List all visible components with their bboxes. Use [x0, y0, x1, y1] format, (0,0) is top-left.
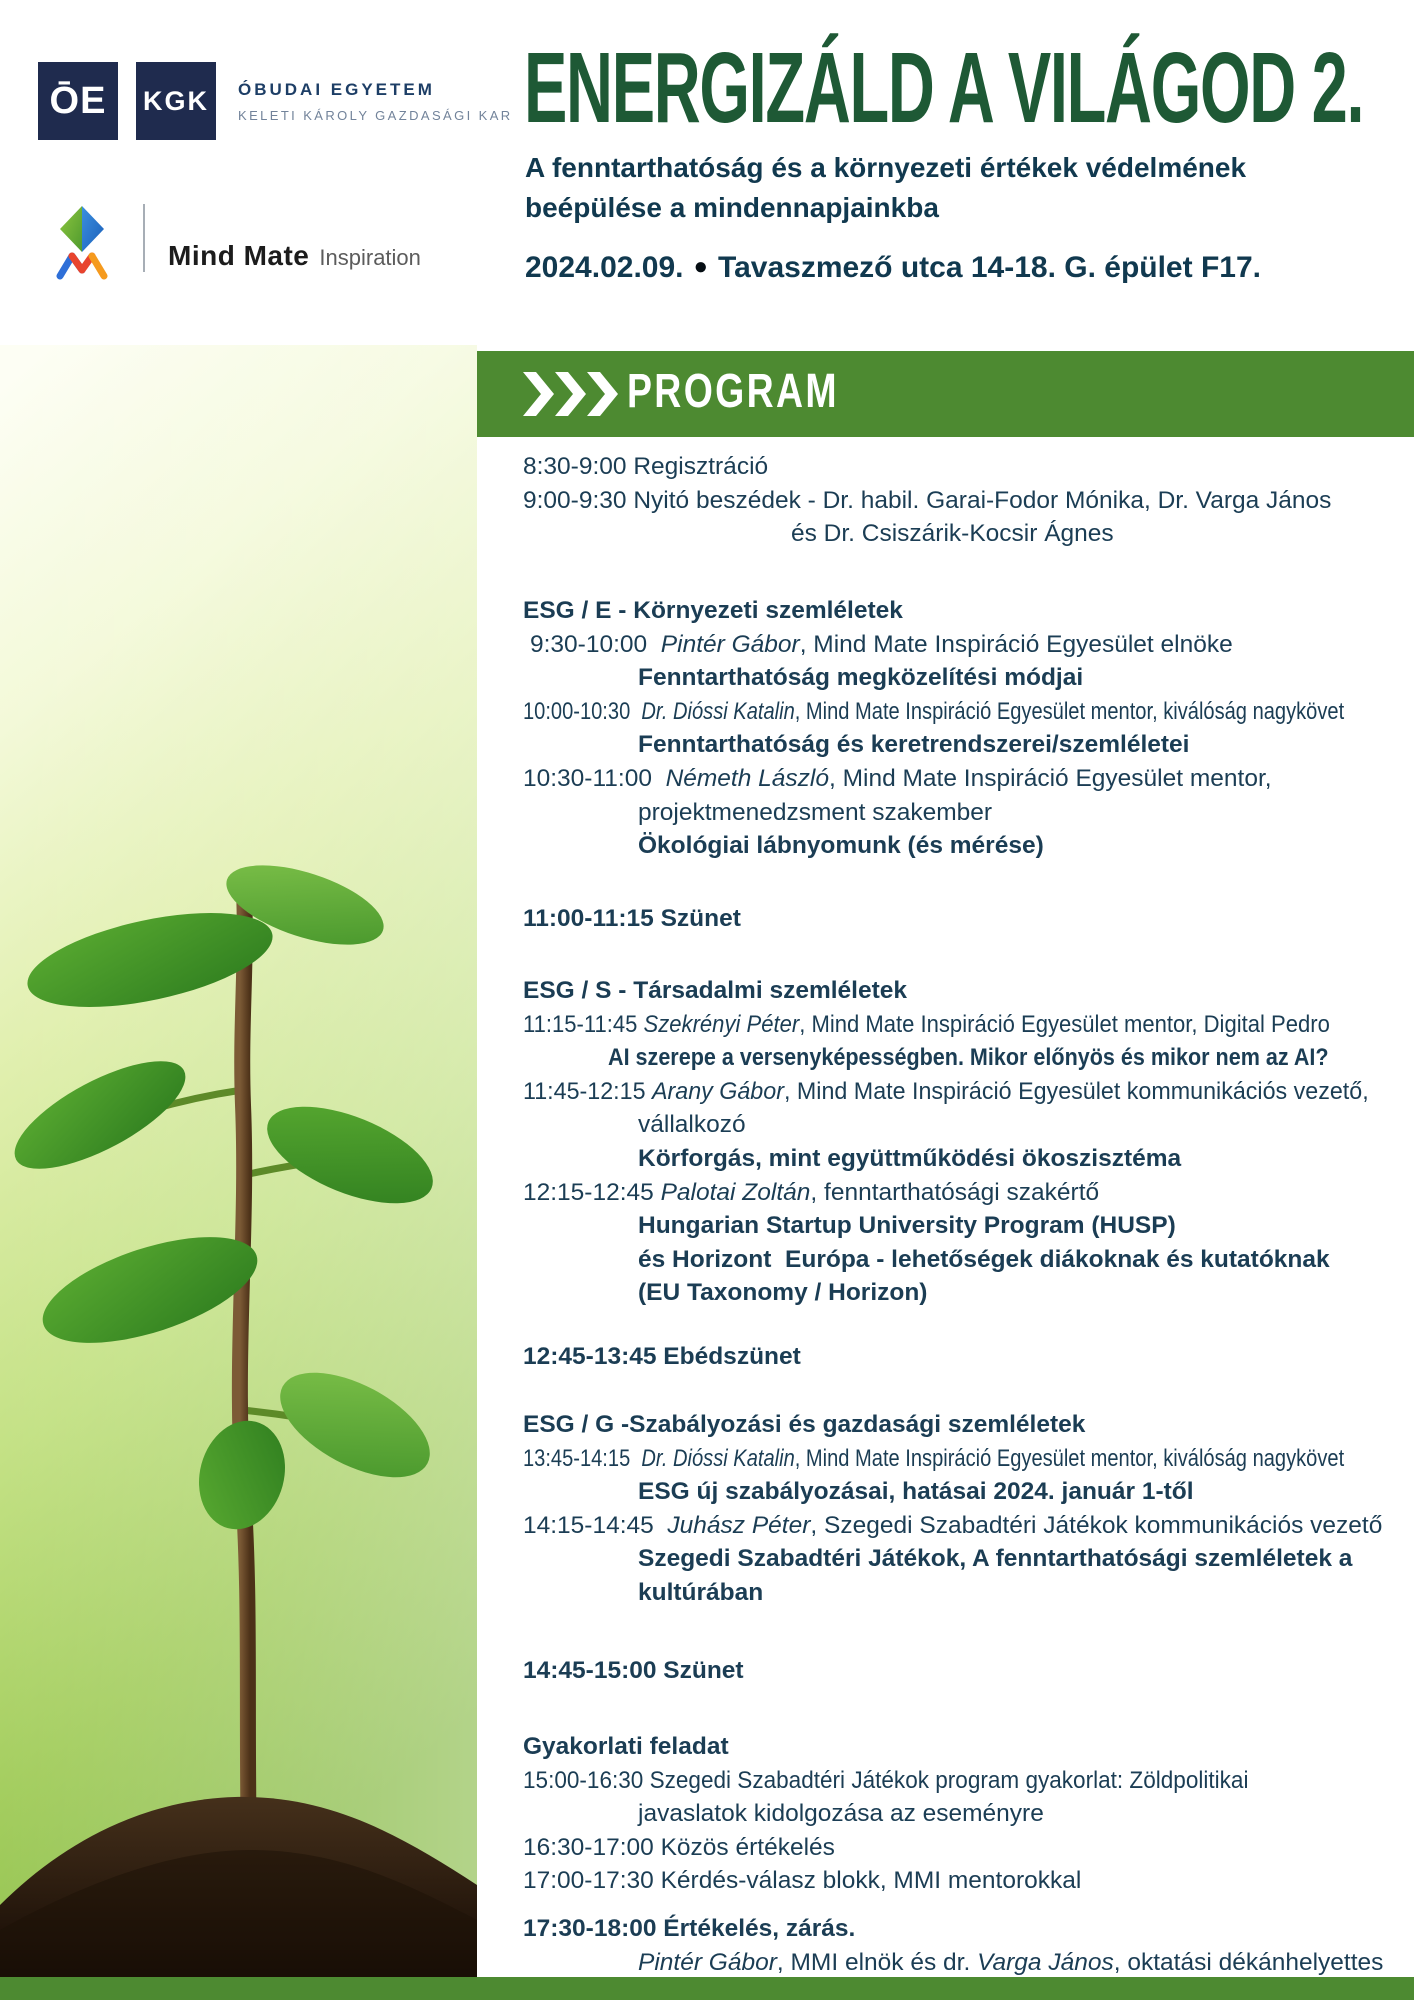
- schedule-text: Ökológiai lábnyomunk (és mérése): [638, 832, 1044, 860]
- program-band: [477, 351, 1414, 437]
- schedule-text: Hungarian Startup University Program (HUSP): [638, 1212, 1176, 1240]
- schedule-text: 12:15-12:45: [523, 1178, 661, 1206]
- schedule-text: Szegedi Szabadtéri Játékok, A fenntarthatósági szemléletek a: [638, 1545, 1353, 1573]
- schedule-text: , Mind Mate Inspiráció Egyesület kommunikációs vezető,: [783, 1077, 1369, 1105]
- schedule-line: [523, 1764, 1414, 1798]
- schedule-text: Fenntarthatóság és keretrendszerei/szemléletei: [638, 731, 1190, 759]
- schedule-text: 10:00-10:30: [523, 697, 642, 725]
- schedule-text: 15:00-16:30 Szegedi Szabadtéri Játékok program gyakorlat: Zöldpolitikai: [523, 1766, 1249, 1794]
- schedule-line: [523, 1142, 1414, 1176]
- schedule-text: ESG / S - Társadalmi szemléletek: [523, 977, 908, 1004]
- schedule-text: 13:45-14:15: [523, 1444, 642, 1472]
- date-location-line: [525, 251, 1261, 285]
- schedule-text: ESG új szabályozásai, hatásai 2024. január 1-től: [638, 1478, 1194, 1506]
- schedule-text: 8:30-9:00 Regisztráció: [523, 453, 769, 480]
- speaker-name: Szekrényi Péter: [643, 1010, 800, 1038]
- schedule-line: [523, 1912, 1414, 1946]
- oe-logo-text: ŌE: [49, 79, 107, 122]
- schedule-text: Körforgás, mint együttműködési ökoszisztéma: [638, 1144, 1182, 1172]
- schedule-text: 11:15-11:45: [523, 1010, 644, 1038]
- schedule-line: [523, 1576, 1414, 1610]
- schedule-line: [523, 1075, 1414, 1109]
- schedule-text: 16:30-17:00 Közös értékelés: [523, 1833, 835, 1861]
- schedule-block: [523, 1730, 1414, 1898]
- schedule-line: [523, 1542, 1414, 1576]
- schedule-text: , oktatási dékánhelyettes: [1113, 1948, 1384, 1976]
- schedule-line: [523, 661, 1414, 695]
- schedule-line: [523, 1008, 1414, 1042]
- schedule-line: [523, 902, 1414, 936]
- schedule-line: [523, 1797, 1414, 1831]
- schedule-block: [523, 1340, 1414, 1374]
- logo-divider: [143, 204, 145, 272]
- speaker-name: Pintér Gábor: [638, 1948, 777, 1976]
- schedule-text: 9:30-10:00: [530, 630, 661, 658]
- schedule-text: 17:30-18:00 Értékelés, zárás.: [523, 1915, 856, 1942]
- schedule-line: [523, 450, 1414, 484]
- schedule-text: Gyakorlati feladat: [523, 1733, 729, 1760]
- schedule-block: [523, 450, 1414, 551]
- schedule-text: 10:30-11:00: [523, 764, 666, 792]
- schedule-line: [523, 1408, 1414, 1442]
- schedule-line: [523, 1654, 1414, 1688]
- speaker-name: Németh László: [665, 764, 829, 792]
- page-title: ENERGIZÁLD A VILÁGOD 2.: [524, 32, 1364, 144]
- schedule-text: Fenntarthatóság megközelítési módjai: [638, 664, 1084, 692]
- schedule-block: [523, 902, 1414, 936]
- university-name: ÓBUDAI EGYETEM: [238, 80, 435, 99]
- schedule-text: (EU Taxonomy / Horizon): [638, 1279, 928, 1307]
- schedule-line: [523, 628, 1414, 662]
- schedule-text: javaslatok kidolgozása az eseményre: [638, 1800, 1044, 1828]
- schedule-text: 14:45-15:00 Szünet: [523, 1657, 744, 1684]
- schedule-line: [523, 1831, 1414, 1865]
- schedule-block: [523, 1408, 1414, 1610]
- schedule-line: [523, 728, 1414, 762]
- mindmate-suffix: Inspiration: [319, 245, 421, 270]
- schedule-text: 12:45-13:45 Ebédszünet: [523, 1343, 801, 1370]
- schedule-text: projektmenedzsment szakember: [638, 798, 993, 826]
- bottom-accent-bar: [0, 1977, 1414, 2000]
- university-text-block: [238, 80, 513, 123]
- faculty-name: KELETI KÁROLY GAZDASÁGI KAR: [238, 108, 513, 123]
- schedule-line: [523, 1340, 1414, 1374]
- schedule-text: AI szerepe a versenyképességben. Mikor előnyös és mikor nem az AI?: [608, 1044, 1329, 1072]
- schedule-text: , Mind Mate Inspiráció Egyesület mentor, kiválóság nagykövet: [794, 1444, 1345, 1472]
- schedule-text: , Mind Mate Inspiráció Egyesület mentor,: [829, 764, 1272, 792]
- schedule-line: [523, 796, 1414, 830]
- speaker-name: Palotai Zoltán: [660, 1178, 811, 1206]
- kgk-faculty-logo: [136, 62, 216, 140]
- kgk-logo-text: KGK: [143, 85, 209, 116]
- schedule-text: , fenntarthatósági szakértő: [810, 1178, 1100, 1206]
- schedule-text: kultúrában: [638, 1578, 764, 1606]
- schedule-line: [523, 517, 1414, 551]
- schedule-text: , Mind Mate Inspiráció Egyesület mentor, kiválóság nagykövet: [794, 697, 1345, 725]
- schedule-text: , Mind Mate Inspiráció Egyesület elnöke: [799, 630, 1233, 658]
- schedule-line: [523, 1243, 1414, 1277]
- schedule-text: 9:00-9:30 Nyitó beszédek - Dr. habil. Garai-Fodor Mónika, Dr. Varga János: [523, 486, 1332, 514]
- schedule-line: [523, 1442, 1414, 1476]
- schedule-line: [523, 1509, 1414, 1543]
- schedule-text: , MMI elnök és dr.: [776, 1948, 978, 1976]
- seedling-photo: [0, 345, 477, 1977]
- speaker-name: Pintér Gábor: [660, 630, 800, 658]
- event-date: 2024.02.09.: [525, 251, 684, 284]
- schedule-line: [523, 1041, 1414, 1075]
- schedule-text: ESG / E - Környezeti szemléletek: [523, 597, 903, 624]
- schedule-line: [523, 594, 1414, 628]
- mindmate-brand: Mind Mate: [168, 240, 310, 271]
- schedule-text: 11:45-12:15: [523, 1077, 652, 1105]
- schedule-line: [523, 1730, 1414, 1764]
- subtitle-line-1: A fenntarthatóság és a környezeti értékek védelmének: [525, 152, 1247, 183]
- schedule-line: [523, 974, 1414, 1008]
- schedule-line: [523, 1108, 1414, 1142]
- schedule-text: és Dr. Csiszárik-Kocsir Ágnes: [791, 520, 1114, 548]
- schedule-text: 14:15-14:45: [523, 1511, 668, 1539]
- subtitle-line-2: beépülése a mindennapjainkba: [525, 192, 939, 223]
- schedule-line: [523, 1864, 1414, 1898]
- schedule-text: ESG / G -Szabályozási és gazdasági szemléletek: [523, 1411, 1086, 1438]
- schedule-line: [523, 484, 1414, 518]
- mindmate-text-block: [168, 240, 421, 272]
- schedule-line: [523, 829, 1414, 863]
- oe-university-logo: [38, 62, 118, 140]
- triple-chevron-right-icon: [523, 372, 619, 416]
- schedule-text: , Mind Mate Inspiráció Egyesület mentor, Digital Pedro: [799, 1010, 1330, 1038]
- schedule-line: [523, 1209, 1414, 1243]
- schedule-text: és Horizont Európa - lehetőségek diákoknak és kutatóknak: [638, 1245, 1330, 1273]
- speaker-name: Dr. Dióssi Katalin: [641, 1444, 795, 1472]
- event-subtitle: [525, 148, 1246, 228]
- schedule-text: 11:00-11:15 Szünet: [523, 905, 741, 932]
- schedule-line: [523, 1176, 1414, 1210]
- schedule-block: [523, 594, 1414, 863]
- speaker-name: Varga János: [977, 1948, 1114, 1976]
- program-band-title: PROGRAM: [627, 365, 839, 418]
- schedule-text: 17:00-17:30 Kérdés-válasz blokk, MMI mentorokkal: [523, 1867, 1082, 1895]
- bullet-separator-icon: ●: [693, 253, 708, 280]
- speaker-name: Dr. Dióssi Katalin: [641, 697, 795, 725]
- schedule-line: [523, 1475, 1414, 1509]
- schedule-block: [523, 1654, 1414, 1688]
- mindmate-logo-icon: [52, 204, 124, 280]
- speaker-name: Arany Gábor: [651, 1077, 784, 1105]
- event-location: Tavaszmező utca 14-18. G. épület F17.: [717, 251, 1261, 284]
- schedule-block: [523, 974, 1414, 1310]
- schedule-block: [523, 1912, 1414, 1979]
- schedule-line: [523, 762, 1414, 796]
- schedule-line: [523, 1946, 1414, 1980]
- speaker-name: Juhász Péter: [667, 1511, 811, 1539]
- schedule-text: vállalkozó: [638, 1111, 746, 1139]
- schedule-line: [523, 1276, 1414, 1310]
- schedule-line: [523, 695, 1414, 729]
- schedule-text: , Szegedi Szabadtéri Játékok kommunikációs vezető: [810, 1511, 1383, 1539]
